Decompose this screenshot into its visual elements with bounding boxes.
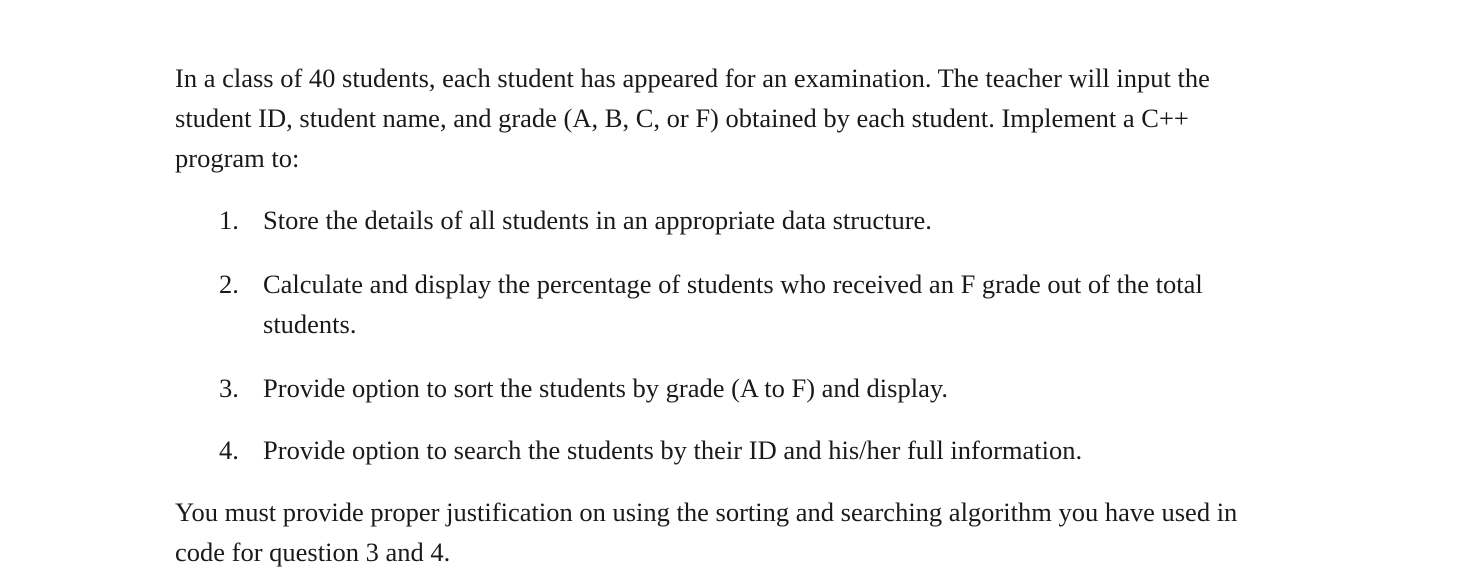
list-item <box>175 368 1298 408</box>
requirements-list <box>175 200 1315 470</box>
list-item-number: 4. <box>219 435 239 465</box>
list-item <box>175 264 1298 344</box>
list-item <box>175 430 1298 470</box>
list-item-number: 3. <box>219 373 239 403</box>
list-item-number: 2. <box>219 269 239 299</box>
list-item-text: Provide option to search the students by their ID and his/her full information. <box>263 435 1083 465</box>
list-item-number: 1. <box>219 205 239 235</box>
list-item-text: Calculate and display the percentage of students who received an F grade out of the total students. <box>263 269 1203 339</box>
intro-paragraph: In a class of 40 students, each student has appeared for an examination. The teacher will input the student ID, student name, and grade (A, B, C, or F) obtained by each student. Implement a C++ program to: <box>175 63 1210 173</box>
list-item-text: Provide option to sort the students by grade (A to F) and display. <box>263 373 949 403</box>
outro-paragraph: You must provide proper justification on using the sorting and searching algorithm you have used in code for question 3 and 4. <box>175 497 1238 567</box>
list-item <box>175 200 1298 240</box>
list-item-text: Store the details of all students in an appropriate data structure. <box>263 205 932 235</box>
document-page <box>175 58 1315 572</box>
